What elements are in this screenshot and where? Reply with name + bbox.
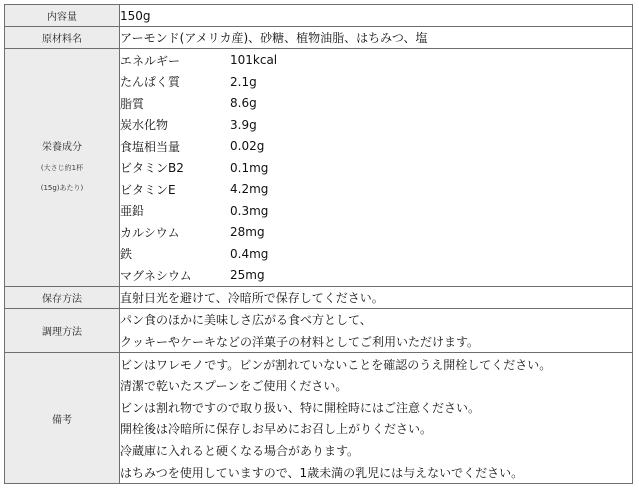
- nutrition-item: [120, 114, 632, 136]
- nutrition-item-value: 0.1mg: [230, 160, 269, 175]
- nutrition-item: [120, 49, 632, 71]
- notes-line: 清潔で乾いたスプーンをご使用ください。: [120, 379, 348, 394]
- nutrition-row: [5, 49, 633, 287]
- cooking-line: パン食のほかに美味しさ広がる食べ方として、: [120, 313, 372, 328]
- storage-value: 直射日光を避けて、冷暗所で保存してください。: [120, 287, 633, 309]
- nutrition-item-name: ビタミンB2: [120, 161, 184, 175]
- nutrition-item-value: 25mg: [230, 268, 265, 282]
- nutrition-item-name: 炭水化物: [120, 118, 169, 132]
- nutrition-item-value: 0.3mg: [230, 203, 269, 218]
- notes-row: [5, 353, 633, 484]
- nutrition-serving-line1: (大さじ約1杯: [40, 163, 84, 172]
- nutrition-values-cell: [120, 49, 633, 287]
- nutrition-item-name: カルシウム: [120, 225, 180, 240]
- nutrition-item: [120, 135, 632, 157]
- nutrition-item-name: エネルギー: [120, 53, 181, 68]
- nutrition-item-value: 101kcal: [230, 53, 278, 67]
- nutrition-item: [120, 92, 632, 114]
- notes-line: 冷蔵庫に入れると硬くなる場合があります。: [120, 444, 360, 459]
- nutrition-item: [120, 221, 632, 243]
- nutrition-serving-line2: (15g)あたり): [40, 183, 84, 192]
- content-value: 150g: [120, 5, 633, 27]
- nutrition-list: [120, 49, 632, 286]
- content-row: [5, 5, 633, 27]
- nutrition-item-name: ビタミンE: [120, 182, 176, 197]
- cooking-row: [5, 309, 633, 353]
- nutrition-item-name: 食塩相当量: [120, 139, 181, 154]
- storage-row: [5, 287, 633, 309]
- cooking-value-cell: [120, 309, 633, 353]
- nutrition-item-name: 鉄: [120, 247, 133, 261]
- cooking-label: 調理方法: [5, 309, 120, 353]
- nutrition-item-value: 4.2mg: [230, 182, 269, 196]
- product-spec-table: [4, 4, 633, 484]
- ingredients-value: アーモンド(アメリカ産)、砂糖、植物油脂、はちみつ、塩: [120, 27, 633, 49]
- nutrition-item: [120, 264, 632, 286]
- storage-label: 保存方法: [5, 287, 120, 309]
- nutrition-item-value: 0.02g: [230, 139, 265, 153]
- notes-line: ビンは割れ物ですので取り扱い、特に開栓時にはご注意ください。: [120, 400, 481, 415]
- nutrition-item-name: マグネシウム: [120, 268, 192, 283]
- nutrition-item: [120, 157, 632, 179]
- nutrition-item-name: たんぱく質: [120, 75, 181, 89]
- nutrition-item-name: 亜鉛: [120, 204, 145, 218]
- cooking-line: クッキーやケーキなどの洋菓子の材料としてご利用いただけます。: [120, 334, 480, 349]
- ingredients-row: [5, 27, 633, 49]
- nutrition-item-value: 3.9g: [230, 117, 257, 132]
- notes-line: ビンはワレモノです。ビンが割れていないことを確認のうえ開栓してください。: [120, 357, 552, 372]
- notes-label: 備考: [5, 353, 120, 484]
- nutrition-item: [120, 71, 632, 93]
- nutrition-item-value: 2.1g: [230, 74, 257, 89]
- notes-value-cell: [120, 353, 633, 484]
- content-label: 内容量: [5, 5, 120, 27]
- ingredients-label: 原材料名: [5, 27, 120, 49]
- nutrition-item: [120, 243, 632, 265]
- nutrition-label-cell: [5, 49, 120, 287]
- notes-line: 開栓後は冷暗所に保存しお早めにお召し上がりください。: [120, 422, 433, 437]
- notes-line: はちみつを使用していますので、1歳未満の乳児には与えないでください。: [120, 465, 524, 480]
- nutrition-item-value: 0.4mg: [230, 246, 269, 261]
- nutrition-item-name: 脂質: [120, 96, 145, 111]
- nutrition-item: [120, 178, 632, 200]
- nutrition-item: [120, 200, 632, 222]
- nutrition-label: 栄養成分: [42, 141, 82, 153]
- nutrition-item-value: 28mg: [230, 225, 265, 239]
- nutrition-item-value: 8.6g: [230, 96, 257, 110]
